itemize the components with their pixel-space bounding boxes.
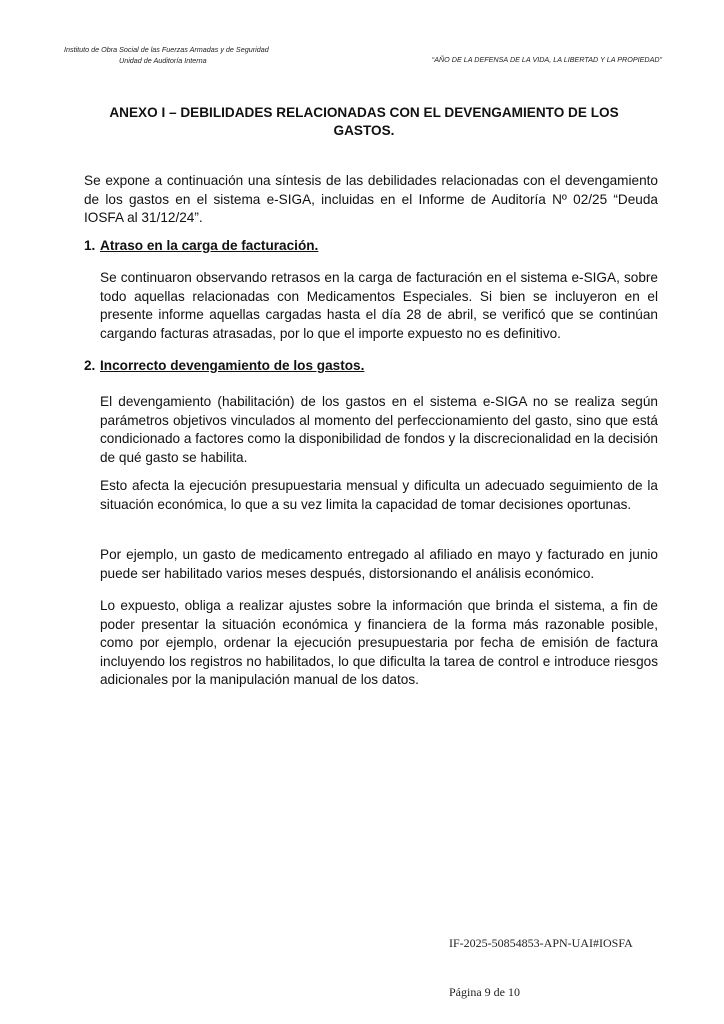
header-institution-block: [64, 44, 269, 66]
section-2-paragraph-3: Por ejemplo, un gasto de medicamento entregado al afiliado en mayo y facturado en junio puede ser habilitado varios meses después, distorsionando el análisis económico.: [100, 547, 658, 581]
section-2-title: Incorrecto devengamiento de los gastos.: [100, 358, 365, 373]
header-institution: Instituto de Obra Social de las Fuerzas Armadas y de Seguridad: [64, 45, 269, 54]
footer-document-id: IF-2025-50854853-APN-UAI#IOSFA: [449, 936, 633, 950]
intro-paragraph: Se expone a continuación una síntesis de las debilidades relacionadas con el devengamiento de los gastos en el sistema e-SIGA, incluidas en el Informe de Auditoría Nº 02/25 “Deuda IOSFA al 31/12/24”.: [84, 173, 658, 226]
section-1-paragraph-1: Se continuaron observando retrasos en la carga de facturación en el sistema e-SIGA, sobre todo aquellas relacionadas con Medicamentos Especiales. Si bien se incluyeron en el presente informe aquellas cargadas hasta el día 28 de abril, se verificó que se continúan cargando facturas atrasadas, por lo que el importe expuesto no es definitivo.: [100, 270, 658, 341]
section-2-paragraph-4: Lo expuesto, obliga a realizar ajustes sobre la información que brinda el sistema, a fin de poder presentar la situación económica y financiera de la forma más razonable posible, como por ejemplo, ordenar la ejecución presupuestaria por fecha de emisión de factura incluyendo los registros no habilitados, lo que dificulta la tarea de control e introduce riesgos adicionales por la manipulación manual de los datos.: [100, 598, 658, 688]
section-1-heading: [84, 237, 318, 255]
section-1-title: Atraso en la carga de facturación.: [100, 238, 319, 253]
footer-page-number: Página 9 de 10: [449, 985, 520, 999]
section-2-paragraph-2: Esto afecta la ejecución presupuestaria mensual y dificulta un adecuado seguimiento de la situación económica, lo que a su vez limita la capacidad de tomar decisiones oportunas.: [100, 478, 658, 512]
header-unit: Unidad de Auditoría Interna: [119, 56, 207, 65]
section-2-heading: [84, 357, 364, 375]
section-1-number: 1.: [84, 238, 96, 253]
page-title: ANEXO I – DEBILIDADES RELACIONADAS CON EL DEVENGAMIENTO DE LOS GASTOS.: [109, 105, 619, 138]
section-2-number: 2.: [84, 358, 96, 373]
section-2-paragraph-1: El devengamiento (habilitación) de los gastos en el sistema e-SIGA no se realiza según parámetros objetivos vinculados al momento del perfeccionamiento del gasto, sino que está condicionado a factores como la disponibilidad de fondos y la discrecionalidad en la decisión de qué gasto se habilita.: [100, 394, 658, 465]
header-motto: “AÑO DE LA DEFENSA DE LA VIDA, LA LIBERTAD Y LA PROPIEDAD”: [431, 55, 662, 64]
